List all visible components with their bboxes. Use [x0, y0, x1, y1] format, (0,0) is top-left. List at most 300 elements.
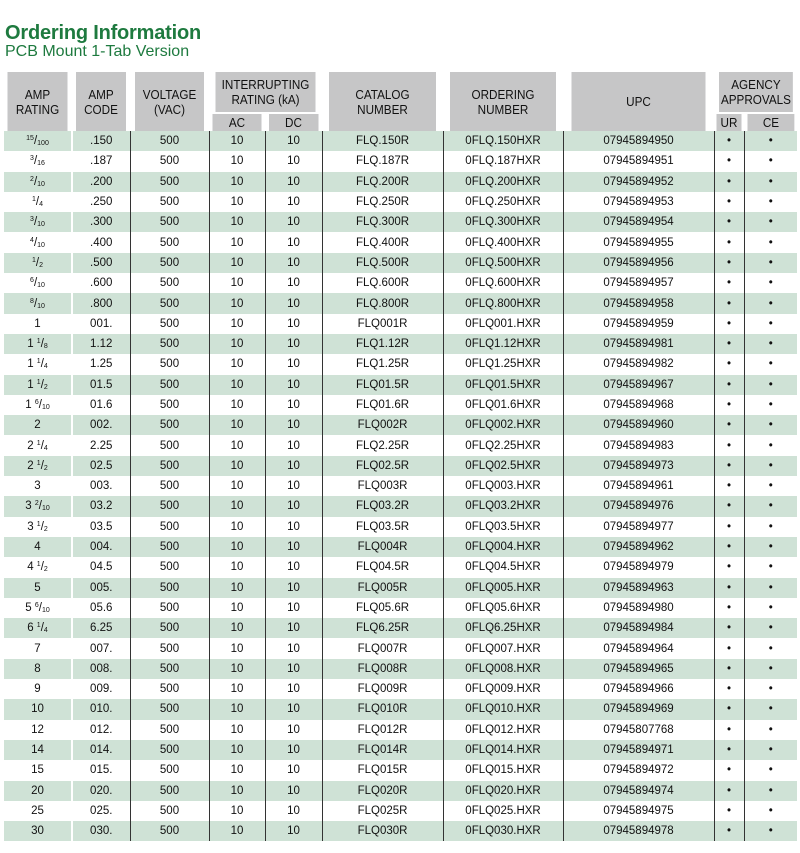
catalog-cell: FLQ007R	[322, 638, 443, 658]
ce-cell: •	[744, 821, 797, 841]
ur-cell: •	[714, 253, 744, 273]
amp-rating-denominator: 2	[43, 383, 48, 391]
ordering-cell: 0FLQ010.HXR	[443, 699, 563, 719]
catalog-cell: FLQ04.5R	[322, 557, 443, 577]
dc-cell: 10	[265, 476, 322, 496]
ce-cell: •	[744, 659, 797, 679]
ur-cell: •	[714, 517, 744, 537]
catalog-cell: FLQ025R	[322, 801, 443, 821]
ur-cell: •	[714, 476, 744, 496]
ur-cell: •	[714, 720, 744, 740]
voltage-cell: 500	[130, 659, 209, 679]
table-row	[4, 496, 797, 516]
ordering-cell: 0FLQ04.5HXR	[443, 557, 563, 577]
code-cell: 04.5	[72, 557, 130, 577]
header-ce: CE	[747, 113, 795, 131]
table-row	[4, 131, 797, 151]
dc-cell: 10	[265, 415, 322, 435]
voltage-cell: 500	[130, 151, 209, 171]
table-row	[4, 578, 797, 598]
upc-cell: 07945894973	[563, 456, 714, 476]
amp-rating-cell	[4, 760, 72, 780]
ce-cell: •	[744, 375, 797, 395]
ur-cell: •	[714, 314, 744, 334]
upc-cell: 07945894978	[563, 821, 714, 841]
ce-cell: •	[744, 638, 797, 658]
ce-cell: •	[744, 172, 797, 192]
amp-rating-cell	[4, 314, 72, 334]
table-row	[4, 375, 797, 395]
amp-rating-cell	[4, 821, 72, 841]
ac-cell: 10	[209, 293, 265, 313]
ordering-cell: 0FLQ.200HXR	[443, 172, 563, 192]
ur-cell: •	[714, 821, 744, 841]
table-row	[4, 720, 797, 740]
table-row	[4, 172, 797, 192]
catalog-cell: FLQ003R	[322, 476, 443, 496]
voltage-cell: 500	[130, 638, 209, 658]
amp-rating-whole: 2	[34, 419, 41, 432]
header-voltage: VOLTAGE (VAC)	[134, 72, 205, 131]
voltage-cell: 500	[130, 821, 209, 841]
catalog-cell: FLQ1.25R	[322, 354, 443, 374]
ac-cell: 10	[209, 314, 265, 334]
upc-cell: 07945894971	[563, 740, 714, 760]
ur-cell: •	[714, 435, 744, 455]
code-cell: 008.	[72, 659, 130, 679]
ordering-cell: 0FLQ.600HXR	[443, 273, 563, 293]
catalog-cell: FLQ010R	[322, 699, 443, 719]
ordering-cell: 0FLQ001.HXR	[443, 314, 563, 334]
code-cell: 001.	[72, 314, 130, 334]
amp-rating-numerator: 1	[36, 338, 41, 346]
voltage-cell: 500	[130, 720, 209, 740]
header-upc: UPC	[571, 72, 707, 131]
ce-cell: •	[744, 354, 797, 374]
ac-cell: 10	[209, 334, 265, 354]
ac-cell: 10	[209, 740, 265, 760]
ur-cell: •	[714, 659, 744, 679]
amp-rating-numerator: 6	[34, 601, 39, 609]
dc-cell: 10	[265, 435, 322, 455]
ordering-cell: 0FLQ020.HXR	[443, 781, 563, 801]
dc-cell: 10	[265, 801, 322, 821]
dc-cell: 10	[265, 598, 322, 618]
dc-cell: 10	[265, 740, 322, 760]
amp-rating-denominator: 10	[37, 221, 45, 229]
amp-rating-cell: 1 $^1/_2$	[4, 375, 72, 395]
amp-rating-numerator: 4	[30, 236, 34, 244]
ce-cell: •	[744, 395, 797, 415]
ac-cell: 10	[209, 517, 265, 537]
ur-cell: •	[714, 456, 744, 476]
table-row	[4, 679, 797, 699]
voltage-cell: 500	[130, 293, 209, 313]
upc-cell: 07945894954	[563, 212, 714, 232]
amp-rating-cell: 5 $^6/_{10}$	[25, 601, 50, 614]
upc-cell: 07945894983	[563, 435, 714, 455]
code-cell: 01.5	[72, 375, 130, 395]
upc-cell: 07945894959	[563, 314, 714, 334]
catalog-cell: FLQ.800R	[322, 293, 443, 313]
amp-rating-whole: 7	[34, 642, 41, 655]
code-cell: 010.	[72, 699, 130, 719]
code-cell: 003.	[72, 476, 130, 496]
ce-cell: •	[744, 476, 797, 496]
code-cell: 03.2	[72, 496, 130, 516]
dc-cell: 10	[265, 151, 322, 171]
amp-rating-whole: 3	[27, 520, 34, 533]
amp-rating-whole: 30	[31, 825, 44, 838]
upc-cell: 07945894957	[563, 273, 714, 293]
dc-cell: 10	[265, 720, 322, 740]
ordering-cell: 0FLQ05.6HXR	[443, 598, 563, 618]
amp-rating-cell: 2 $^1/_4$	[27, 439, 48, 452]
ac-cell: 10	[209, 375, 265, 395]
ordering-cell: 0FLQ1.25HXR	[443, 354, 563, 374]
catalog-cell: FLQ012R	[322, 720, 443, 740]
ce-cell: •	[744, 598, 797, 618]
table-row	[4, 253, 797, 273]
ac-cell: 10	[209, 232, 265, 252]
ordering-table	[4, 72, 797, 841]
dc-cell: 10	[265, 537, 322, 557]
ordering-cell: 0FLQ002.HXR	[443, 415, 563, 435]
ordering-cell: 0FLQ007.HXR	[443, 638, 563, 658]
amp-rating-cell	[4, 781, 72, 801]
dc-cell: 10	[265, 578, 322, 598]
voltage-cell: 500	[130, 781, 209, 801]
ac-cell: 10	[209, 435, 265, 455]
upc-cell: 07945894972	[563, 760, 714, 780]
ordering-cell: 0FLQ009.HXR	[443, 679, 563, 699]
code-cell: 004.	[72, 537, 130, 557]
ac-cell: 10	[209, 699, 265, 719]
ur-cell: •	[714, 638, 744, 658]
catalog-cell: FLQ2.25R	[322, 435, 443, 455]
ordering-cell: 0FLQ02.5HXR	[443, 456, 563, 476]
ce-cell: •	[744, 192, 797, 212]
amp-rating-cell	[4, 537, 72, 557]
amp-rating-cell: $^1/_4$	[31, 196, 43, 209]
ordering-cell: 0FLQ003.HXR	[443, 476, 563, 496]
voltage-cell: 500	[130, 212, 209, 232]
table-row	[4, 435, 797, 455]
dc-cell: 10	[265, 354, 322, 374]
amp-rating-numerator: 1	[36, 520, 41, 528]
ur-cell: •	[714, 172, 744, 192]
upc-cell: 07945894969	[563, 699, 714, 719]
code-cell: 2.25	[72, 435, 130, 455]
ordering-cell: 0FLQ004.HXR	[443, 537, 563, 557]
ce-cell: •	[744, 456, 797, 476]
dc-cell: 10	[265, 517, 322, 537]
amp-rating-cell: 4 $^1/_2$	[27, 561, 48, 574]
upc-cell: 07945894951	[563, 151, 714, 171]
amp-rating-numerator: 2	[30, 175, 34, 183]
ac-cell: 10	[209, 821, 265, 841]
upc-cell: 07945894977	[563, 517, 714, 537]
amp-rating-cell: $^6/_{10}$	[30, 277, 45, 290]
amp-rating-cell	[4, 679, 72, 699]
amp-rating-denominator: 16	[37, 160, 45, 168]
ordering-cell: 0FLQ01.5HXR	[443, 375, 563, 395]
table-row	[4, 293, 797, 313]
ordering-cell: 0FLQ005.HXR	[443, 578, 563, 598]
ac-cell: 10	[209, 781, 265, 801]
code-cell: 005.	[72, 578, 130, 598]
catalog-cell: FLQ004R	[322, 537, 443, 557]
ordering-cell: 0FLQ01.6HXR	[443, 395, 563, 415]
dc-cell: 10	[265, 456, 322, 476]
dc-cell: 10	[265, 821, 322, 841]
table-row	[4, 232, 797, 252]
dc-cell: 10	[265, 638, 322, 658]
amp-rating-numerator: 15	[26, 135, 34, 143]
amp-rating-cell: 3 $^1/_2$	[27, 520, 48, 533]
voltage-cell: 500	[130, 232, 209, 252]
amp-rating-denominator: 4	[39, 201, 43, 209]
table-row	[4, 781, 797, 801]
amp-rating-cell	[4, 801, 72, 821]
voltage-cell: 500	[130, 618, 209, 638]
ac-cell: 10	[209, 192, 265, 212]
upc-cell: 07945894981	[563, 334, 714, 354]
ur-cell: •	[714, 131, 744, 151]
voltage-cell: 500	[130, 415, 209, 435]
catalog-cell: FLQ1.12R	[322, 334, 443, 354]
table-row	[4, 395, 797, 415]
ac-cell: 10	[209, 476, 265, 496]
ce-cell: •	[744, 253, 797, 273]
header-dc: DC	[268, 113, 319, 131]
ur-cell: •	[714, 496, 744, 516]
amp-rating-cell	[4, 659, 72, 679]
voltage-cell: 500	[130, 598, 209, 618]
amp-rating-whole: 8	[34, 662, 41, 675]
ur-cell: •	[714, 740, 744, 760]
amp-rating-whole: 5	[25, 601, 32, 614]
upc-cell: 07945894984	[563, 618, 714, 638]
amp-rating-whole: 1	[27, 338, 34, 351]
upc-cell: 07945894963	[563, 578, 714, 598]
code-cell: .150	[72, 131, 130, 151]
catalog-cell: FLQ03.2R	[322, 496, 443, 516]
ur-cell: •	[714, 679, 744, 699]
amp-rating-whole: 4	[27, 561, 34, 574]
table-row	[4, 740, 797, 760]
ac-cell: 10	[209, 172, 265, 192]
amp-rating-cell: $^4/_{10}$	[30, 236, 45, 249]
ac-cell: 10	[209, 578, 265, 598]
dc-cell: 10	[265, 618, 322, 638]
ce-cell: •	[744, 781, 797, 801]
table-row	[4, 415, 797, 435]
table-row	[4, 801, 797, 821]
voltage-cell: 500	[130, 395, 209, 415]
catalog-cell: FLQ020R	[322, 781, 443, 801]
catalog-cell: FLQ6.25R	[322, 618, 443, 638]
ac-cell: 10	[209, 212, 265, 232]
amp-rating-denominator: 4	[43, 363, 48, 371]
amp-rating-cell	[4, 740, 72, 760]
code-cell: .400	[72, 232, 130, 252]
upc-cell: 07945894958	[563, 293, 714, 313]
table-row	[4, 517, 797, 537]
amp-rating-denominator: 10	[37, 302, 45, 310]
amp-rating-cell	[4, 415, 72, 435]
dc-cell: 10	[265, 781, 322, 801]
amp-rating-whole: 6	[27, 622, 34, 635]
ac-cell: 10	[209, 395, 265, 415]
amp-rating-denominator: 8	[43, 343, 48, 351]
ordering-cell: 0FLQ6.25HXR	[443, 618, 563, 638]
ur-cell: •	[714, 557, 744, 577]
ac-cell: 10	[209, 760, 265, 780]
dc-cell: 10	[265, 131, 322, 151]
catalog-cell: FLQ.150R	[322, 131, 443, 151]
amp-rating-whole: 3	[34, 480, 41, 493]
ac-cell: 10	[209, 638, 265, 658]
table-row	[4, 212, 797, 232]
ce-cell: •	[744, 293, 797, 313]
dc-cell: 10	[265, 293, 322, 313]
catalog-cell: FLQ.250R	[322, 192, 443, 212]
header-ur: UR	[716, 113, 743, 131]
amp-rating-cell: $^8/_{10}$	[4, 293, 72, 313]
ur-cell: •	[714, 334, 744, 354]
ce-cell: •	[744, 314, 797, 334]
page-subtitle: PCB Mount 1-Tab Version	[5, 43, 190, 60]
amp-rating-numerator: 3	[30, 216, 34, 224]
ordering-cell: 0FLQ014.HXR	[443, 740, 563, 760]
code-cell: 03.5	[72, 517, 130, 537]
voltage-cell: 500	[130, 740, 209, 760]
upc-cell: 07945894982	[563, 354, 714, 374]
code-cell: 1.12	[72, 334, 130, 354]
voltage-cell: 500	[130, 496, 209, 516]
ac-cell: 10	[209, 273, 265, 293]
catalog-cell: FLQ014R	[322, 740, 443, 760]
catalog-cell: FLQ01.5R	[322, 375, 443, 395]
upc-cell: 07945894965	[563, 659, 714, 679]
ordering-cell: 0FLQ03.5HXR	[443, 517, 563, 537]
amp-rating-denominator: 2	[43, 525, 48, 533]
catalog-cell: FLQ.200R	[322, 172, 443, 192]
upc-cell: 07945894979	[563, 557, 714, 577]
voltage-cell: 500	[130, 192, 209, 212]
ac-cell: 10	[209, 598, 265, 618]
ac-cell: 10	[209, 720, 265, 740]
catalog-cell: FLQ015R	[322, 760, 443, 780]
code-cell: 009.	[72, 679, 130, 699]
ce-cell: •	[744, 699, 797, 719]
ac-cell: 10	[209, 659, 265, 679]
ac-cell: 10	[209, 151, 265, 171]
catalog-cell: FLQ.400R	[322, 232, 443, 252]
ordering-cell: 0FLQ.800HXR	[443, 293, 563, 313]
amp-rating-denominator: 4	[43, 627, 48, 635]
table-row	[4, 659, 797, 679]
ac-cell: 10	[209, 131, 265, 151]
table-row	[4, 273, 797, 293]
ce-cell: •	[744, 740, 797, 760]
ce-cell: •	[744, 232, 797, 252]
table-body	[4, 131, 797, 841]
ur-cell: •	[714, 375, 744, 395]
amp-rating-denominator: 10	[37, 282, 45, 290]
amp-rating-whole: 1	[27, 378, 34, 391]
ac-cell: 10	[209, 801, 265, 821]
ce-cell: •	[744, 720, 797, 740]
amp-rating-whole: 14	[31, 744, 44, 757]
ur-cell: •	[714, 151, 744, 171]
amp-rating-numerator: 1	[31, 196, 36, 204]
amp-rating-denominator: 10	[41, 505, 50, 513]
ac-cell: 10	[209, 557, 265, 577]
code-cell: 025.	[72, 801, 130, 821]
upc-cell: 07945894956	[563, 253, 714, 273]
page-title: Ordering Information	[5, 22, 202, 44]
catalog-cell: FLQ02.5R	[322, 456, 443, 476]
amp-rating-denominator: 4	[43, 444, 48, 452]
code-cell: .187	[72, 151, 130, 171]
ce-cell: •	[744, 801, 797, 821]
ordering-cell: 0FLQ.300HXR	[443, 212, 563, 232]
code-cell: .500	[72, 253, 130, 273]
amp-rating-numerator: 2	[34, 500, 39, 508]
code-cell: .600	[72, 273, 130, 293]
ce-cell: •	[744, 537, 797, 557]
table-row	[4, 638, 797, 658]
catalog-cell: FLQ.187R	[322, 151, 443, 171]
ordering-cell: 0FLQ.400HXR	[443, 232, 563, 252]
code-cell: 6.25	[72, 618, 130, 638]
ac-cell: 10	[209, 415, 265, 435]
ur-cell: •	[714, 618, 744, 638]
upc-cell: 07945894962	[563, 537, 714, 557]
catalog-cell: FLQ030R	[322, 821, 443, 841]
dc-cell: 10	[265, 679, 322, 699]
ordering-cell: 0FLQ1.12HXR	[443, 334, 563, 354]
code-cell: 007.	[72, 638, 130, 658]
voltage-cell: 500	[130, 801, 209, 821]
dc-cell: 10	[265, 659, 322, 679]
ordering-cell: 0FLQ.250HXR	[443, 192, 563, 212]
ur-cell: •	[714, 760, 744, 780]
ordering-cell: 0FLQ012.HXR	[443, 720, 563, 740]
table-row	[4, 760, 797, 780]
amp-rating-whole: 4	[34, 541, 41, 554]
ur-cell: •	[714, 232, 744, 252]
amp-rating-cell: 3 $^2/_{10}$	[4, 496, 72, 516]
dc-cell: 10	[265, 496, 322, 516]
header-ac: AC	[212, 113, 262, 131]
table-row	[4, 476, 797, 496]
amp-rating-cell: 1 $^1/_8$	[4, 334, 72, 354]
amp-rating-numerator: 3	[30, 155, 34, 163]
dc-cell: 10	[265, 395, 322, 415]
ce-cell: •	[744, 415, 797, 435]
dc-cell: 10	[265, 334, 322, 354]
ac-cell: 10	[209, 456, 265, 476]
amp-rating-numerator: 1	[36, 622, 41, 630]
amp-rating-whole: 1	[25, 399, 32, 411]
table-row	[4, 456, 797, 476]
amp-rating-numerator: 1	[36, 561, 41, 569]
voltage-cell: 500	[130, 699, 209, 719]
dc-cell: 10	[265, 760, 322, 780]
